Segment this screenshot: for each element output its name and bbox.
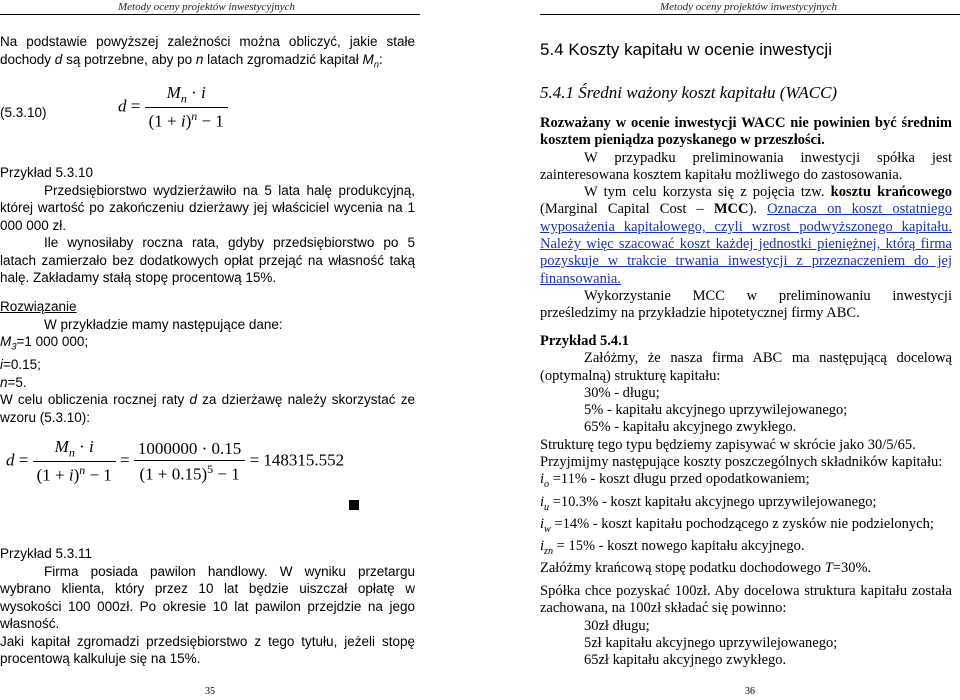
left-header-rule — [0, 14, 420, 15]
example-5-4-1 — [540, 333, 952, 577]
equation-5-3-10: d = $\frac{M_n \cdot i}{(1 + i)^n - 1}$ — [118, 83, 228, 132]
cost-item: $i_u =10.3\%$ - koszt kapitału akcyjnego uprzywilejowanego; — [540, 493, 877, 513]
structure-item: 30% - długu; — [584, 384, 660, 401]
example-5-3-11 — [0, 545, 415, 668]
section-title: 5.4 Koszty kapitału w ocenie inwestycji — [540, 40, 832, 59]
given-n: n=5. — [0, 374, 27, 390]
intro-paragraph: Na podstawie powyższej zależności można obliczyć, jakie stałe dochody d są potrzebne, aby po n latach zgromadzić kapitał $M_n$: — [0, 34, 415, 71]
given-M: $M_3=1$ 000 000; — [0, 334, 89, 353]
example-paragraph: Przedsiębiorstwo wydzierżawiło na 5 lata halę produkcyjną, której wartość po zakończeniu dzierżawy jej właściciel wycenia na 1 000 000 zł. — [0, 182, 415, 233]
paragraph: W tym celu korzysta się z pojęcia tzw. kosztu krańcowego (Marginal Capital Cost – MCC). Oznacza on koszt ostatniego wyposażenia kapitałowego, czyli wzrost podwyższonego kapitału. Należy więc szacować koszt każdej jednostki pieniężnej, którą firma pozyskuje w trakcie trwania inwestycji z przeznaczeniem do jej finansowania. — [540, 184, 953, 287]
structure-note: Strukturę tego typu będziemy zapisywać w skrócie jako 30/5/65. — [540, 436, 916, 453]
given-intro: W przykładzie mamy następujące dane: — [44, 316, 283, 332]
structure-item: 65% - kapitału akcyjnego zwykłego. — [584, 419, 797, 436]
example-title: Przykład 5.3.10 — [0, 165, 94, 180]
costs-intro: Przyjmijmy następujące koszty poszczególnych składników kapitału: — [540, 454, 943, 471]
example-intro: Załóżmy, że nasza firma ABC ma następującą docelową (optymalną) strukturę kapitału: — [540, 350, 952, 384]
example-5-3-10 — [0, 164, 415, 287]
cost-item: $i_{zn} = 15\%$ - koszt nowego kapitału akcyjnego. — [540, 537, 805, 557]
allocation-block — [540, 583, 952, 669]
use-text: W celu obliczenia rocznej raty d za dzierżawę należy skorzystać ze wzoru (5.3.10): — [0, 392, 415, 425]
paragraph: W przypadku preliminowania inwestycji spółka jest zainteresowana kosztem kapitału możliwego do zastosowania. — [540, 149, 952, 183]
allocation-item: 30zł długu; — [584, 617, 650, 634]
example-title: Przykład 5.3.11 — [0, 546, 93, 561]
solution-block — [0, 298, 415, 426]
example-paragraph: Firma posiada pawilon handlowy. W wyniku przetargu wybrano klienta, który przez 10 lat będzie uiszczał opłatę w wysokości 100 000zł. Po okresie 10 lat pawilon przejdzie na jego własność. — [0, 563, 415, 631]
example-title: Przykład 5.4.1 — [540, 333, 630, 349]
equation-label: (5.3.10) — [0, 105, 47, 120]
calculation-equation: d = $\frac{M_n \cdot i}{(1 + i)^n - 1}$ = $\frac{1000000 \cdot 0.15}{(1 + 0.15)^5 - 1}$ = 148315.552 — [6, 437, 345, 486]
tax-note: Załóżmy krańcową stopę podatku dochodowego T=30%. — [540, 560, 872, 577]
solution-label: Rozwiązanie — [0, 299, 77, 314]
right-header-rule — [540, 14, 960, 15]
cost-item: $i_o =11\%$ - koszt długu przed opodatkowaniem; — [540, 471, 810, 491]
page-number-left: 35 — [205, 686, 215, 697]
sale-text: Spółka chce pozyskać 100zł. Aby docelowa struktura kapitału została zachowana, na 100zł składać się powinno: — [540, 583, 952, 617]
left-running-header: Metody oceny projektów inwestycyjnych — [118, 1, 296, 13]
example-paragraph: Ile wynosiłaby roczna rata, gdyby przedsiębiorstwo po 5 latach zamierzało bez dodatkowych opłat przejąć na własność taką halę. Zakładamy stałą stopę procentową 15%. — [0, 235, 415, 285]
page-number-right: 36 — [745, 686, 755, 697]
allocation-item: 65zł kapitału akcyjnego zwykłego. — [584, 652, 787, 669]
given-i: i=0.15; — [0, 357, 41, 373]
right-running-header: Metody oceny projektów inwestycyjnych — [660, 1, 838, 13]
wacc-text — [540, 115, 952, 323]
subsection-title: 5.4.1 Średni ważony koszt kapitału (WACC) — [540, 83, 838, 102]
allocation-item: 5zł kapitału akcyjnego uprzywilejowanego; — [584, 634, 838, 651]
cost-item: $i_w =14\%$ - koszt kapitału pochodzącego z zysków nie podzielonych; — [540, 515, 934, 535]
structure-item: 5% - kapitału akcyjnego uprzywilejowanego; — [584, 402, 848, 419]
paragraph: Wykorzystanie MCC w preliminowaniu inwestycji prześledzimy na przykładzie hipotetycznej firmy ABC. — [540, 287, 952, 322]
example-paragraph: Jaki kapitał zgromadzi przedsiębiorstwo z tego tytułu, jeżeli stopę procentową kalkuluje się na 15%. — [0, 633, 415, 666]
bold-intro: Rozważany w ocenie inwestycji WACC nie powinien być średnim kosztem pieniądza pozyskanego w przeszłości. — [540, 115, 952, 149]
end-of-example-square — [349, 500, 359, 510]
